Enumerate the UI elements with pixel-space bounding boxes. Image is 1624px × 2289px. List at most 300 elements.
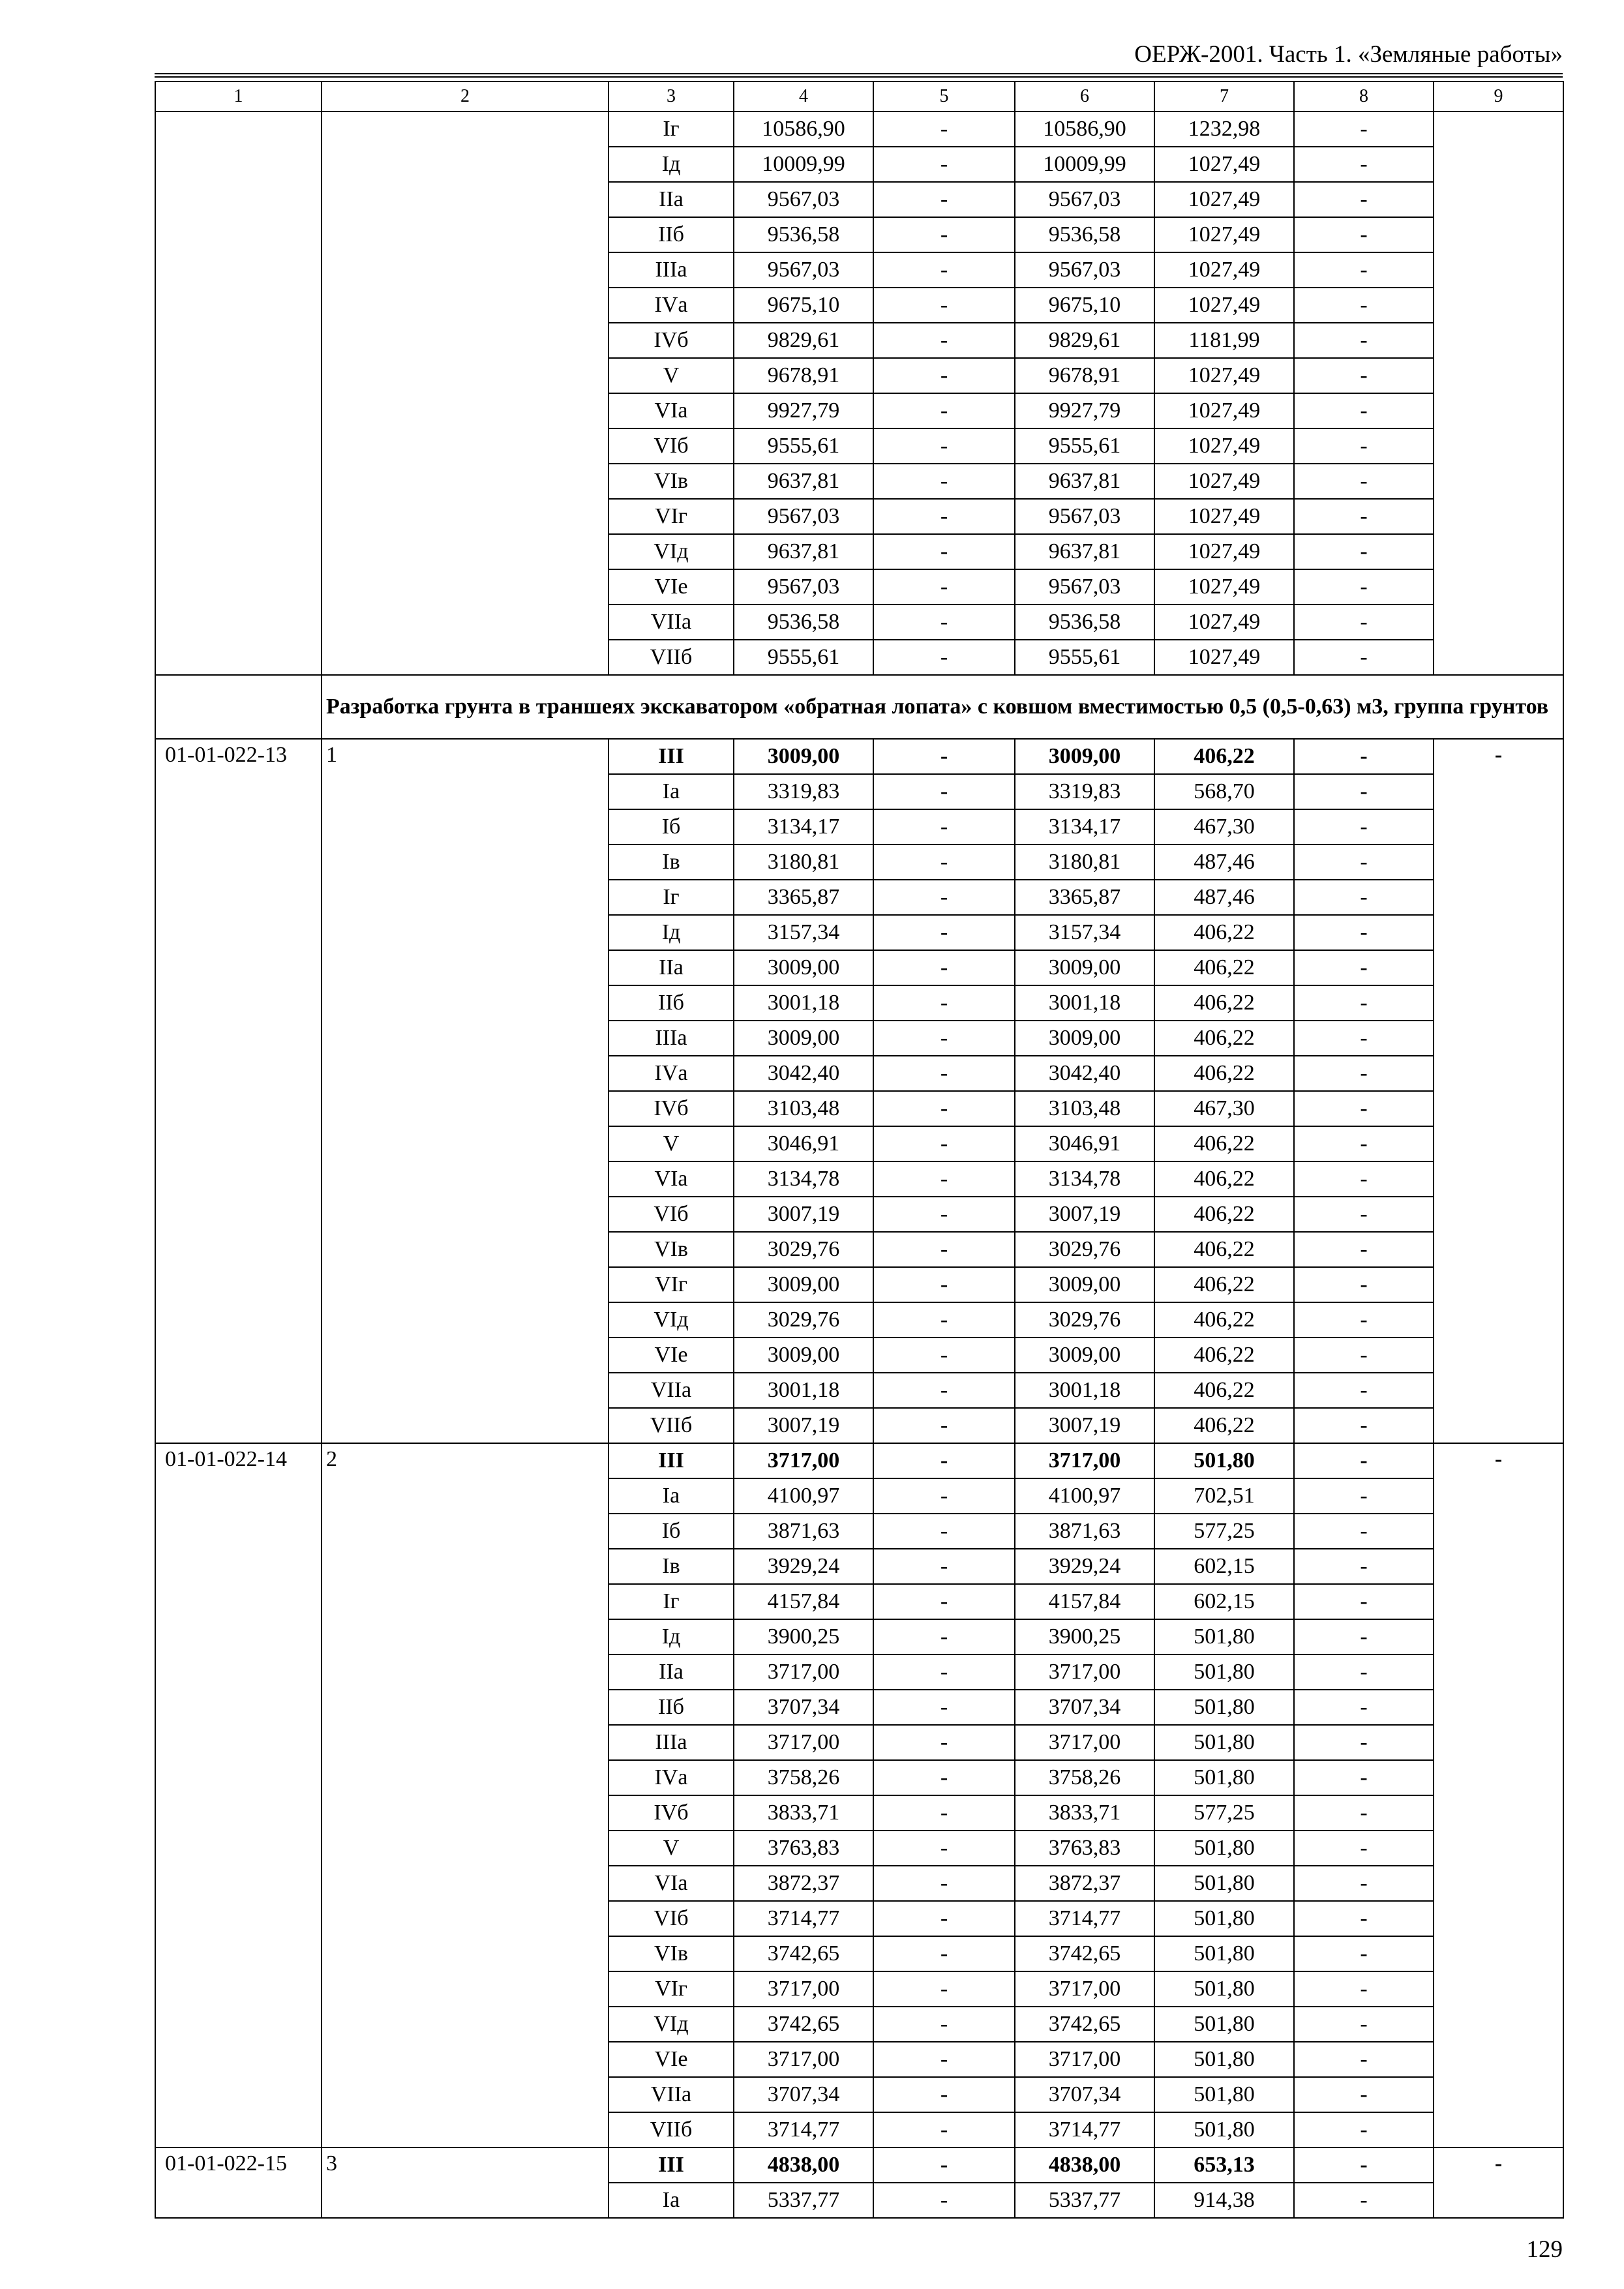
value-cell: -	[1294, 1549, 1434, 1584]
value-cell: -	[873, 1056, 1015, 1091]
value-cell: Iв	[609, 845, 734, 880]
value-cell: 9637,81	[734, 534, 873, 569]
value-cell: -	[1294, 1584, 1434, 1619]
norms-table	[155, 81, 1564, 2219]
value-cell: 406,22	[1154, 1302, 1294, 1338]
value-cell: -	[1294, 1232, 1434, 1267]
value-cell: Iа	[609, 1478, 734, 1514]
table-row	[155, 2147, 1563, 2183]
value-cell: 9927,79	[1015, 393, 1154, 428]
value-cell: -	[1294, 1654, 1434, 1690]
value-cell: 9678,91	[734, 358, 873, 393]
value-cell: IVа	[609, 288, 734, 323]
value-cell: IVа	[609, 1056, 734, 1091]
value-cell: 3009,00	[1015, 1021, 1154, 1056]
column-number-cell: 1	[155, 82, 322, 112]
value-cell: Iб	[609, 809, 734, 845]
value-cell: -	[1294, 1126, 1434, 1161]
value-cell: VIв	[609, 1936, 734, 1971]
value-cell: 3319,83	[734, 774, 873, 809]
value-cell: -	[1294, 1443, 1434, 1478]
value-cell: -	[873, 2042, 1015, 2077]
value-cell: 3007,19	[1015, 1197, 1154, 1232]
value-cell: Iг	[609, 112, 734, 147]
column-number-cell: 5	[873, 82, 1015, 112]
value-cell: 3763,83	[734, 1831, 873, 1866]
value-cell: -	[1294, 112, 1434, 147]
value-cell: 3007,19	[734, 1197, 873, 1232]
soil-group: 3	[322, 2147, 609, 2218]
value-cell: 3042,40	[734, 1056, 873, 1091]
value-cell: -	[1294, 1901, 1434, 1936]
column-number-cell: 9	[1434, 82, 1563, 112]
value-cell: 3009,00	[734, 1267, 873, 1302]
value-cell: 3042,40	[1015, 1056, 1154, 1091]
value-cell: -	[873, 985, 1015, 1021]
col9-cell	[1434, 112, 1563, 675]
soil-group: 2	[322, 1443, 609, 2147]
value-cell: -	[873, 428, 1015, 464]
value-cell: 406,22	[1154, 1161, 1294, 1197]
value-cell: -	[873, 1267, 1015, 1302]
value-cell: IVб	[609, 1795, 734, 1831]
value-cell: 501,80	[1154, 1760, 1294, 1795]
value-cell: 3742,65	[734, 2007, 873, 2042]
value-cell: 3717,00	[734, 1971, 873, 2007]
value-cell: -	[873, 534, 1015, 569]
value-cell: -	[1294, 1795, 1434, 1831]
value-cell: -	[1294, 1936, 1434, 1971]
value-cell: 3134,78	[1015, 1161, 1154, 1197]
value-cell: 406,22	[1154, 1267, 1294, 1302]
soil-group: 1	[322, 739, 609, 1443]
value-cell: -	[873, 1866, 1015, 1901]
value-cell: -	[1294, 1161, 1434, 1197]
value-cell: -	[1294, 2147, 1434, 2183]
value-cell: 3009,00	[734, 1338, 873, 1373]
value-cell: 3180,81	[734, 845, 873, 880]
value-cell: 9536,58	[1015, 217, 1154, 252]
value-cell: IVб	[609, 323, 734, 358]
value-cell: 501,80	[1154, 2112, 1294, 2147]
value-cell: -	[1294, 534, 1434, 569]
value-cell: -	[873, 880, 1015, 915]
value-cell: -	[1294, 252, 1434, 288]
value-cell: -	[873, 1373, 1015, 1408]
value-cell: 10586,90	[734, 112, 873, 147]
value-cell: 9675,10	[1015, 288, 1154, 323]
value-cell: 4838,00	[734, 2147, 873, 2183]
value-cell: VIIб	[609, 640, 734, 675]
value-cell: IIб	[609, 217, 734, 252]
value-cell: -	[873, 499, 1015, 534]
value-cell: VIIб	[609, 1408, 734, 1443]
value-cell: VIд	[609, 534, 734, 569]
value-cell: 653,13	[1154, 2147, 1294, 2183]
value-cell: -	[1294, 845, 1434, 880]
value-cell: 3717,00	[1015, 1443, 1154, 1478]
value-cell: -	[873, 393, 1015, 428]
value-cell: 9567,03	[1015, 252, 1154, 288]
value-cell: -	[873, 640, 1015, 675]
value-cell: -	[1294, 1690, 1434, 1725]
value-cell: -	[873, 217, 1015, 252]
value-cell: 501,80	[1154, 1866, 1294, 1901]
value-cell: -	[873, 774, 1015, 809]
value-cell: Iд	[609, 915, 734, 950]
value-cell: -	[873, 1584, 1015, 1619]
value-cell: -	[873, 1161, 1015, 1197]
column-number-cell: 8	[1294, 82, 1434, 112]
value-cell: VIе	[609, 569, 734, 605]
value-cell: 406,22	[1154, 1021, 1294, 1056]
value-cell: VIд	[609, 2007, 734, 2042]
code-cell	[155, 112, 322, 675]
value-cell: 602,15	[1154, 1549, 1294, 1584]
value-cell: VIг	[609, 1971, 734, 2007]
value-cell: 3009,00	[1015, 1338, 1154, 1373]
value-cell: 3714,77	[1015, 1901, 1154, 1936]
value-cell: 501,80	[1154, 1725, 1294, 1760]
value-cell: 1027,49	[1154, 605, 1294, 640]
value-cell: -	[873, 845, 1015, 880]
value-cell: 501,80	[1154, 1971, 1294, 2007]
value-cell: 501,80	[1154, 2042, 1294, 2077]
value-cell: 3872,37	[734, 1866, 873, 1901]
value-cell: 5337,77	[1015, 2183, 1154, 2218]
value-cell: VIIа	[609, 2077, 734, 2112]
value-cell: 3717,00	[1015, 1654, 1154, 1690]
value-cell: -	[1294, 1373, 1434, 1408]
value-cell: 406,22	[1154, 1232, 1294, 1267]
value-cell: 9675,10	[734, 288, 873, 323]
value-cell: 406,22	[1154, 915, 1294, 950]
value-cell: -	[1294, 739, 1434, 774]
value-cell: 406,22	[1154, 1126, 1294, 1161]
value-cell: 9555,61	[1015, 428, 1154, 464]
value-cell: 3742,65	[1015, 2007, 1154, 2042]
value-cell: 3717,00	[734, 1725, 873, 1760]
value-cell: -	[873, 358, 1015, 393]
value-cell: 3001,18	[1015, 985, 1154, 1021]
value-cell: 501,80	[1154, 1619, 1294, 1654]
value-cell: -	[873, 288, 1015, 323]
value-cell: -	[873, 1232, 1015, 1267]
value-cell: 3714,77	[1015, 2112, 1154, 2147]
value-cell: -	[873, 252, 1015, 288]
value-cell: 501,80	[1154, 1831, 1294, 1866]
value-cell: 3872,37	[1015, 1866, 1154, 1901]
norm-code: 01-01-022-14	[155, 1443, 322, 2147]
value-cell: 3717,00	[1015, 1971, 1154, 2007]
value-cell: -	[1294, 1514, 1434, 1549]
value-cell: 3007,19	[734, 1408, 873, 1443]
value-cell: -	[1294, 640, 1434, 675]
value-cell: IIб	[609, 1690, 734, 1725]
value-cell: 3001,18	[734, 1373, 873, 1408]
value-cell: VIIб	[609, 2112, 734, 2147]
value-cell: 9637,81	[1015, 464, 1154, 499]
value-cell: VIIа	[609, 1373, 734, 1408]
value-cell: -	[873, 2183, 1015, 2218]
value-cell: 1027,49	[1154, 569, 1294, 605]
col9-cell: -	[1434, 1443, 1563, 2147]
value-cell: 1027,49	[1154, 534, 1294, 569]
value-cell: 9829,61	[734, 323, 873, 358]
value-cell: 3046,91	[734, 1126, 873, 1161]
value-cell: 1232,98	[1154, 112, 1294, 147]
value-cell: VIг	[609, 499, 734, 534]
value-cell: Iв	[609, 1549, 734, 1584]
value-cell: -	[1294, 1091, 1434, 1126]
value-cell: 1027,49	[1154, 147, 1294, 182]
value-cell: 9555,61	[734, 428, 873, 464]
value-cell: -	[873, 1338, 1015, 1373]
value-cell: -	[873, 569, 1015, 605]
value-cell: 3134,78	[734, 1161, 873, 1197]
value-cell: 3365,87	[734, 880, 873, 915]
value-cell: V	[609, 358, 734, 393]
value-cell: IIа	[609, 1654, 734, 1690]
value-cell: IIIа	[609, 252, 734, 288]
value-cell: -	[1294, 2077, 1434, 2112]
value-cell: 406,22	[1154, 1197, 1294, 1232]
value-cell: 10586,90	[1015, 112, 1154, 147]
value-cell: 1027,49	[1154, 428, 1294, 464]
value-cell: 3009,00	[734, 950, 873, 985]
value-cell: 3833,71	[1015, 1795, 1154, 1831]
value-cell: -	[1294, 1478, 1434, 1514]
value-cell: VIб	[609, 428, 734, 464]
value-cell: IIа	[609, 182, 734, 217]
value-cell: 9567,03	[1015, 499, 1154, 534]
value-cell: 3001,18	[1015, 1373, 1154, 1408]
table-row	[155, 739, 1563, 774]
value-cell: 1027,49	[1154, 640, 1294, 675]
value-cell: -	[873, 739, 1015, 774]
value-cell: -	[1294, 1021, 1434, 1056]
value-cell: -	[873, 1901, 1015, 1936]
value-cell: VIд	[609, 1302, 734, 1338]
value-cell: -	[1294, 2007, 1434, 2042]
value-cell: 3046,91	[1015, 1126, 1154, 1161]
value-cell: -	[1294, 2112, 1434, 2147]
value-cell: 9536,58	[1015, 605, 1154, 640]
page-number: 129	[1526, 2236, 1563, 2263]
value-cell: 9567,03	[1015, 569, 1154, 605]
value-cell: -	[873, 1725, 1015, 1760]
value-cell: 3929,24	[1015, 1549, 1154, 1584]
value-cell: IVа	[609, 1760, 734, 1795]
value-cell: 3029,76	[1015, 1302, 1154, 1338]
value-cell: 3319,83	[1015, 774, 1154, 809]
value-cell: -	[1294, 1760, 1434, 1795]
value-cell: -	[873, 323, 1015, 358]
value-cell: 9555,61	[734, 640, 873, 675]
value-cell: 3365,87	[1015, 880, 1154, 915]
value-cell: 3717,00	[734, 1654, 873, 1690]
value-cell: 3029,76	[1015, 1232, 1154, 1267]
value-cell: 9567,03	[734, 182, 873, 217]
value-cell: -	[873, 1478, 1015, 1514]
value-cell: -	[873, 1619, 1015, 1654]
value-cell: Iд	[609, 1619, 734, 1654]
column-number-cell: 7	[1154, 82, 1294, 112]
value-cell: -	[1294, 182, 1434, 217]
value-cell: 3758,26	[1015, 1760, 1154, 1795]
value-cell: -	[1294, 569, 1434, 605]
value-cell: -	[1294, 950, 1434, 985]
value-cell: 3742,65	[734, 1936, 873, 1971]
value-cell: -	[873, 915, 1015, 950]
value-cell: 4100,97	[1015, 1478, 1154, 1514]
value-cell: 3103,48	[1015, 1091, 1154, 1126]
value-cell: -	[1294, 880, 1434, 915]
value-cell: III	[609, 1443, 734, 1478]
value-cell: 4100,97	[734, 1478, 873, 1514]
value-cell: 3871,63	[734, 1514, 873, 1549]
value-cell: 501,80	[1154, 2077, 1294, 2112]
value-cell: Iг	[609, 880, 734, 915]
value-cell: 3900,25	[734, 1619, 873, 1654]
value-cell: 3134,17	[1015, 809, 1154, 845]
value-cell: -	[873, 1302, 1015, 1338]
value-cell: 3758,26	[734, 1760, 873, 1795]
value-cell: -	[1294, 1408, 1434, 1443]
value-cell: 3707,34	[734, 1690, 873, 1725]
value-cell: -	[873, 1795, 1015, 1831]
value-cell: 9536,58	[734, 217, 873, 252]
value-cell: VIа	[609, 393, 734, 428]
value-cell: -	[873, 1936, 1015, 1971]
value-cell: 9637,81	[1015, 534, 1154, 569]
running-header: ОЕРЖ-2001. Часть 1. «Земляные работы»	[1134, 41, 1563, 68]
value-cell: -	[873, 1408, 1015, 1443]
value-cell: 3009,00	[1015, 950, 1154, 985]
value-cell: 9536,58	[734, 605, 873, 640]
value-cell: 501,80	[1154, 1690, 1294, 1725]
header-rule	[155, 73, 1563, 78]
value-cell: 3009,00	[1015, 739, 1154, 774]
value-cell: -	[1294, 1831, 1434, 1866]
value-cell: -	[873, 112, 1015, 147]
value-cell: 3029,76	[734, 1232, 873, 1267]
value-cell: 3900,25	[1015, 1619, 1154, 1654]
value-cell: -	[1294, 915, 1434, 950]
value-cell: 3717,00	[734, 2042, 873, 2077]
value-cell: -	[873, 1831, 1015, 1866]
value-cell: 9567,03	[1015, 182, 1154, 217]
value-cell: 602,15	[1154, 1584, 1294, 1619]
value-cell: -	[1294, 499, 1434, 534]
value-cell: 9927,79	[734, 393, 873, 428]
value-cell: -	[873, 2007, 1015, 2042]
value-cell: Iа	[609, 2183, 734, 2218]
value-cell: VIе	[609, 2042, 734, 2077]
value-cell: 4838,00	[1015, 2147, 1154, 2183]
value-cell: 3707,34	[1015, 2077, 1154, 2112]
value-cell: 914,38	[1154, 2183, 1294, 2218]
value-cell: Iг	[609, 1584, 734, 1619]
value-cell: -	[873, 1126, 1015, 1161]
value-cell: -	[1294, 1971, 1434, 2007]
value-cell: -	[873, 950, 1015, 985]
value-cell: 9678,91	[1015, 358, 1154, 393]
section-title: Разработка грунта в траншеях экскаватором «обратная лопата» с ковшом вместимостью 0,5 (0,5-0,63) м3, группа грунтов	[322, 675, 1563, 739]
column-number-row	[155, 82, 1563, 112]
value-cell: 3001,18	[734, 985, 873, 1021]
value-cell: VIIа	[609, 605, 734, 640]
value-cell: -	[1294, 358, 1434, 393]
col9-cell: -	[1434, 2147, 1563, 2218]
value-cell: VIг	[609, 1267, 734, 1302]
value-cell: -	[873, 1197, 1015, 1232]
value-cell: 3763,83	[1015, 1831, 1154, 1866]
value-cell: -	[1294, 774, 1434, 809]
value-cell: -	[873, 1514, 1015, 1549]
value-cell: 3103,48	[734, 1091, 873, 1126]
value-cell: -	[873, 1091, 1015, 1126]
value-cell: 487,46	[1154, 880, 1294, 915]
value-cell: 467,30	[1154, 1091, 1294, 1126]
value-cell: 406,22	[1154, 1056, 1294, 1091]
value-cell: 3180,81	[1015, 845, 1154, 880]
section-empty-cell	[155, 675, 322, 739]
value-cell: 3009,00	[734, 739, 873, 774]
table-row	[155, 112, 1563, 147]
value-cell: 3157,34	[1015, 915, 1154, 950]
value-cell: -	[1294, 428, 1434, 464]
value-cell: -	[1294, 464, 1434, 499]
value-cell: 3717,00	[1015, 1725, 1154, 1760]
value-cell: 568,70	[1154, 774, 1294, 809]
value-cell: -	[873, 2112, 1015, 2147]
value-cell: 4157,84	[734, 1584, 873, 1619]
value-cell: 1027,49	[1154, 252, 1294, 288]
value-cell: 3833,71	[734, 1795, 873, 1831]
value-cell: 406,22	[1154, 1338, 1294, 1373]
column-number-cell: 6	[1015, 82, 1154, 112]
value-cell: 9555,61	[1015, 640, 1154, 675]
value-cell: 9829,61	[1015, 323, 1154, 358]
value-cell: 1027,49	[1154, 499, 1294, 534]
value-cell: -	[873, 1760, 1015, 1795]
value-cell: -	[873, 147, 1015, 182]
value-cell: 1027,49	[1154, 182, 1294, 217]
value-cell: -	[873, 605, 1015, 640]
value-cell: IVб	[609, 1091, 734, 1126]
group-cell	[322, 112, 609, 675]
value-cell: 577,25	[1154, 1514, 1294, 1549]
value-cell: IIб	[609, 985, 734, 1021]
value-cell: -	[873, 464, 1015, 499]
column-number-cell: 4	[734, 82, 873, 112]
value-cell: -	[873, 182, 1015, 217]
value-cell: -	[1294, 323, 1434, 358]
value-cell: 9567,03	[734, 499, 873, 534]
value-cell: 9567,03	[734, 252, 873, 288]
value-cell: -	[873, 1443, 1015, 1478]
value-cell: 3717,00	[1015, 2042, 1154, 2077]
value-cell: Iд	[609, 147, 734, 182]
value-cell: -	[873, 1654, 1015, 1690]
value-cell: Iб	[609, 1514, 734, 1549]
value-cell: VIа	[609, 1866, 734, 1901]
value-cell: -	[1294, 1338, 1434, 1373]
value-cell: 9567,03	[734, 569, 873, 605]
value-cell: 5337,77	[734, 2183, 873, 2218]
value-cell: -	[1294, 605, 1434, 640]
